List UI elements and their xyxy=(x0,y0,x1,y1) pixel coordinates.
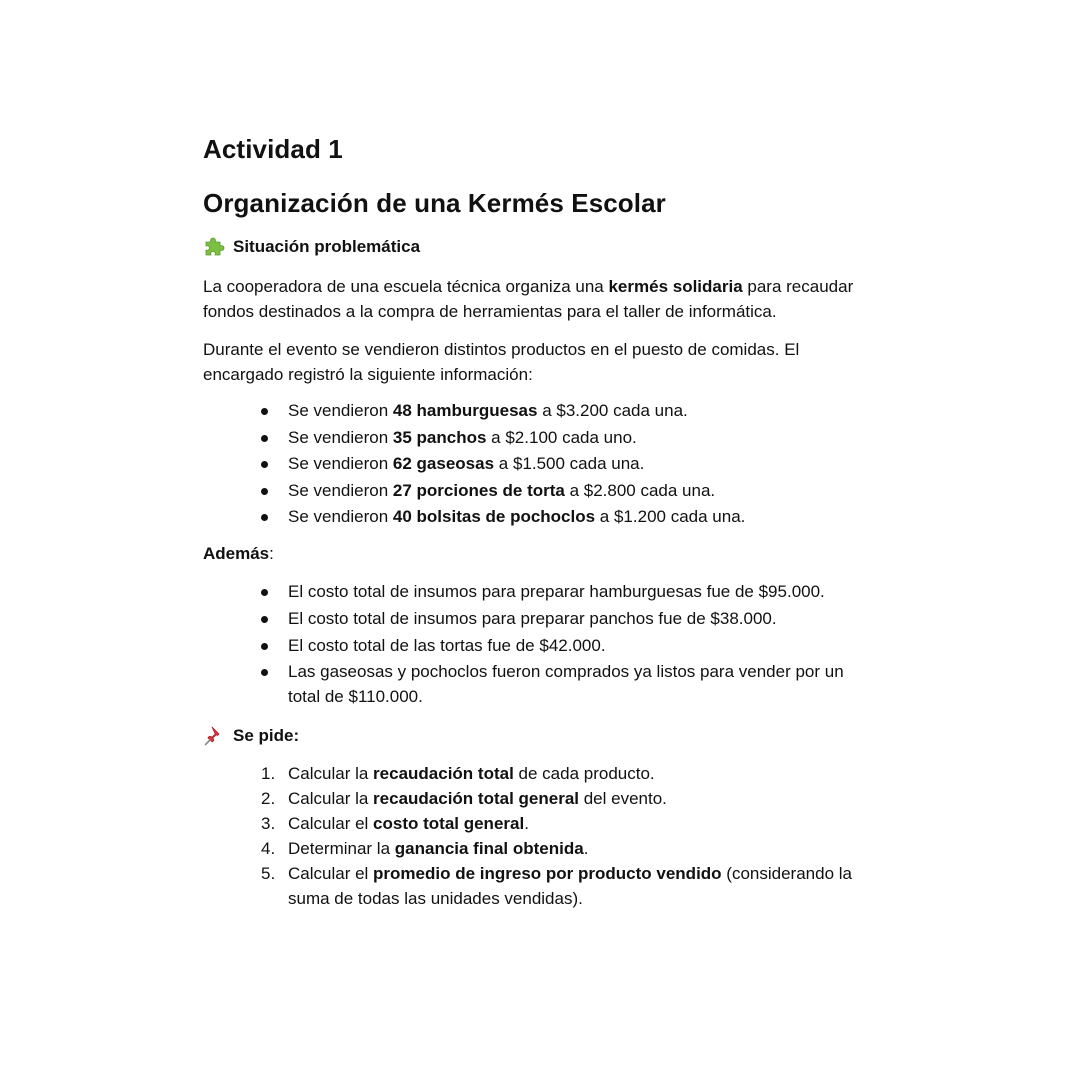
bullet-icon xyxy=(261,514,268,521)
bullet-icon xyxy=(261,435,268,442)
list-item xyxy=(258,761,858,786)
item-bold: ganancia final obtenida xyxy=(394,839,584,859)
item-text: Las gaseosas y pochoclos fueron comprados ya listos para vender por un total de $110.000. xyxy=(288,662,844,707)
item-text: Se vendieron xyxy=(288,401,393,420)
item-text: . xyxy=(583,839,589,859)
intro-text-c: para recaudar fondos destinados a la compra de herramientas para el taller de informática. xyxy=(203,277,854,321)
list-item xyxy=(258,811,858,836)
item-text: a $1.200 cada una. xyxy=(595,507,746,527)
item-bold: recaudación total xyxy=(373,764,514,784)
list-item xyxy=(258,398,858,423)
intro-paragraph xyxy=(203,274,883,324)
bullet-icon xyxy=(261,589,268,596)
ademas-colon: : xyxy=(269,544,274,564)
item-bold: 27 porciones de torta xyxy=(392,480,565,500)
item-text: Determinar la xyxy=(288,839,395,859)
item-text: Se vendieron xyxy=(288,480,393,500)
item-number: 3. xyxy=(261,814,276,834)
item-text: Calcular el xyxy=(288,814,374,834)
intro-text-a: La cooperadora de una escuela técnica organiza una xyxy=(203,277,609,296)
list-item xyxy=(258,478,858,503)
bullet-icon xyxy=(261,643,268,650)
item-text: Calcular el xyxy=(288,864,374,884)
bullet-icon xyxy=(261,616,268,623)
item-text: (considerando la suma de todas las unidades vendidas). xyxy=(288,864,852,909)
item-text: El costo total de insumos para preparar panchos fue de $38.000. xyxy=(288,608,777,628)
bullet-icon xyxy=(261,669,268,676)
item-text: a $2.100 cada uno. xyxy=(486,427,637,447)
item-text: Calcular la xyxy=(288,789,374,809)
costs-list xyxy=(258,579,858,709)
sales-list xyxy=(258,398,858,529)
item-text: de cada producto. xyxy=(513,764,655,784)
bullet-icon xyxy=(261,461,268,468)
item-bold: 62 gaseosas xyxy=(392,454,495,474)
item-bold: 48 hamburguesas xyxy=(392,401,538,420)
item-number: 5. xyxy=(261,864,276,884)
list-item xyxy=(258,633,858,658)
item-text: . xyxy=(524,814,529,834)
item-text: Se vendieron xyxy=(288,427,393,447)
list-item xyxy=(258,504,858,529)
list-item xyxy=(258,425,858,450)
intro-text-bold: kermés solidaria xyxy=(608,277,743,296)
item-bold: promedio de ingreso por producto vendido xyxy=(373,864,722,884)
item-text: a $1.500 cada una. xyxy=(494,454,645,474)
item-bold: 35 panchos xyxy=(392,427,487,447)
item-text: El costo total de insumos para preparar hamburguesas fue de $95.000. xyxy=(288,582,825,602)
list-item xyxy=(258,861,858,911)
item-text: del evento. xyxy=(579,789,667,809)
bullet-icon xyxy=(261,408,268,415)
list-item xyxy=(258,606,858,631)
puzzle-icon xyxy=(203,236,225,258)
item-bold: costo total general xyxy=(373,814,525,834)
ademas-label xyxy=(203,541,883,566)
document-page xyxy=(203,132,883,911)
item-bold: recaudación total general xyxy=(373,789,579,809)
item-text: a $3.200 cada una. xyxy=(537,401,688,420)
activity-subtitle: Organización de una Kermés Escolar xyxy=(203,188,666,218)
situation-heading-label: Situación problemática xyxy=(233,237,421,256)
tasks-heading xyxy=(203,725,883,747)
item-number: 4. xyxy=(261,839,276,859)
list-item xyxy=(258,786,858,811)
item-text: Se vendieron xyxy=(288,507,393,527)
item-text: Calcular la xyxy=(288,764,374,784)
list-item xyxy=(258,579,858,604)
bullet-icon xyxy=(261,488,268,495)
activity-title: Actividad 1 xyxy=(203,134,343,164)
item-text: Se vendieron xyxy=(288,454,393,474)
situation-heading xyxy=(203,236,883,258)
item-text: a $2.800 cada una. xyxy=(564,480,716,500)
pushpin-icon xyxy=(203,725,225,747)
tasks-heading-label: Se pide: xyxy=(233,726,300,746)
event-paragraph: Durante el evento se vendieron distintos productos en el puesto de comidas. El encargado registró la siguiente información: xyxy=(203,340,800,384)
item-bold: 40 bolsitas de pochoclos xyxy=(392,507,596,527)
ademas-bold: Además xyxy=(203,544,270,564)
list-item xyxy=(258,659,858,709)
item-number: 1. xyxy=(261,764,276,784)
tasks-list xyxy=(258,761,858,911)
item-text: El costo total de las tortas fue de $42.000. xyxy=(288,635,606,655)
list-item xyxy=(258,451,858,476)
list-item xyxy=(258,836,858,861)
item-number: 2. xyxy=(261,789,276,809)
